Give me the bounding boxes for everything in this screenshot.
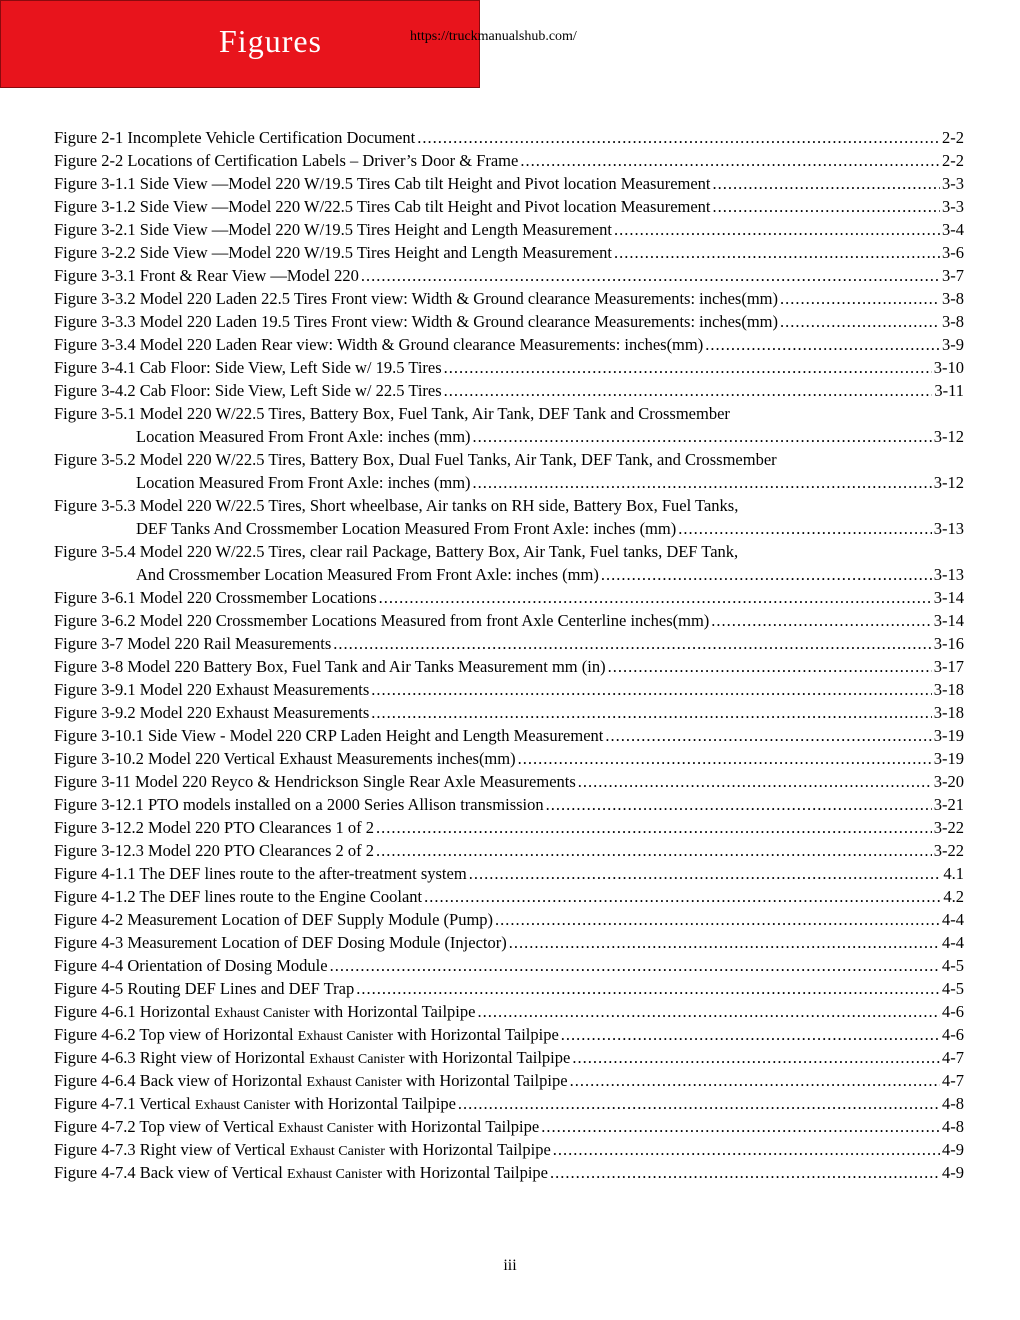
toc-entry-title-part: Figure 3-12.1 PTO models installed on a 2000 Series Allison transmission xyxy=(54,795,544,814)
toc-entry-title-part: Figure 4-4 Orientation of Dosing Module xyxy=(54,956,328,975)
toc-entry[interactable] xyxy=(54,954,964,977)
toc-entry-title xyxy=(54,632,331,655)
toc-entry-title-part: Figure 3-10.1 Side View - Model 220 CRP Laden Height and Length Measurement xyxy=(54,726,604,745)
toc-entry-page: 3-14 xyxy=(933,588,964,607)
toc-entry[interactable] xyxy=(54,770,964,793)
toc-entry-title xyxy=(54,793,544,816)
toc-entry-title xyxy=(54,816,374,839)
dot-leader xyxy=(614,218,940,241)
toc-entry-title-part: with Horizontal Tailpipe xyxy=(290,1094,456,1113)
toc-entry[interactable] xyxy=(54,747,964,770)
toc-entry-title xyxy=(54,379,442,402)
dot-leader xyxy=(376,816,932,839)
toc-entry-title-part: Figure 3-3.3 Model 220 Laden 19.5 Tires Front view: Width & Ground clearance Measurements: inches(mm) xyxy=(54,312,778,331)
toc-entry-title-part: Figure 4-7.4 Back view of Vertical xyxy=(54,1163,287,1182)
dot-leader xyxy=(424,885,941,908)
dot-leader xyxy=(605,724,931,747)
toc-entry-title-part: Exhaust Canister xyxy=(309,1052,405,1067)
toc-entry[interactable] xyxy=(54,908,964,931)
toc-entry-page: 3-6 xyxy=(942,243,964,262)
toc-entry[interactable] xyxy=(54,1161,964,1184)
toc-entry-page: 4.2 xyxy=(943,887,964,906)
toc-entry-title-part: Location Measured From Front Axle: inches (mm) xyxy=(136,427,471,446)
toc-entry-title xyxy=(54,701,369,724)
toc-entry[interactable] xyxy=(54,126,964,149)
source-url[interactable]: https://truckmanualshub.com/ xyxy=(410,29,577,44)
toc-entry-title-part: with Horizontal Tailpipe xyxy=(373,1117,540,1136)
toc-entry-title xyxy=(54,1138,551,1163)
toc-entry-title-part: Exhaust Canister xyxy=(278,1121,374,1136)
toc-entry[interactable] xyxy=(54,494,964,540)
toc-entry-title-part: Figure 3-4.2 Cab Floor: Side View, Left Side w/ 22.5 Tires xyxy=(54,381,442,400)
toc-entry-title-part: Figure 4-7.3 Right view of Vertical xyxy=(54,1140,290,1159)
toc-entry-title-part: Figure 3-4.1 Cab Floor: Side View, Left Side w/ 19.5 Tires xyxy=(54,358,442,377)
toc-entry-page: 3-16 xyxy=(933,634,964,653)
toc-entry-title xyxy=(54,1000,475,1025)
toc-entry-title-part: Figure 3-2.1 Side View —Model 220 W/19.5 Tires Height and Length Measurement xyxy=(54,220,612,239)
toc-entry-title-part: with Horizontal Tailpipe xyxy=(384,1140,551,1159)
toc-entry[interactable] xyxy=(54,241,964,264)
toc-entry-page: 4-5 xyxy=(942,979,964,998)
toc-entry-title-part: with Horizontal Tailpipe xyxy=(309,1002,476,1021)
toc-entry-title-part: Figure 3-3.2 Model 220 Laden 22.5 Tires Front view: Width & Ground clearance Measurements: inches(mm) xyxy=(54,289,778,308)
dot-leader xyxy=(713,172,940,195)
toc-entry-page: 3-8 xyxy=(942,289,964,308)
dot-leader xyxy=(379,586,932,609)
toc-entry-title xyxy=(54,586,377,609)
toc-entry[interactable] xyxy=(54,310,964,333)
toc-entry-title xyxy=(54,195,711,218)
toc-entry-title-part: Figure 2-2 Locations of Certification Labels – Driver’s Door & Frame xyxy=(54,151,519,170)
toc-entry-page: 3-14 xyxy=(933,611,964,630)
toc-entry-title-part: Figure 4-6.1 Horizontal xyxy=(54,1002,215,1021)
toc-entry[interactable] xyxy=(54,333,964,356)
toc-entry-title xyxy=(136,425,471,448)
dot-leader xyxy=(780,287,940,310)
toc-entry[interactable] xyxy=(54,701,964,724)
toc-entry-page: 3-22 xyxy=(933,841,964,860)
toc-entry[interactable] xyxy=(54,540,964,586)
toc-entry-title-part: Figure 3-7 Model 220 Rail Measurements xyxy=(54,634,332,653)
toc-entry-title-part: Figure 3-9.1 Model 220 Exhaust Measurements xyxy=(54,680,370,699)
toc-entry-page: 4-8 xyxy=(942,1094,964,1113)
dot-leader xyxy=(553,1138,940,1161)
toc-entry-title-part: Figure 3-3.1 Front & Rear View —Model 220 xyxy=(54,266,359,285)
toc-entry[interactable] xyxy=(54,287,964,310)
toc-entry[interactable] xyxy=(54,379,964,402)
toc-entry-title xyxy=(54,678,369,701)
toc-entry-title xyxy=(54,609,709,632)
dot-leader xyxy=(614,241,940,264)
dot-leader xyxy=(376,839,932,862)
toc-entry-title xyxy=(54,126,415,149)
dot-leader xyxy=(495,908,940,931)
toc-entry[interactable] xyxy=(54,632,964,655)
toc-entry[interactable] xyxy=(54,1046,964,1069)
dot-leader xyxy=(572,1046,940,1069)
toc-entry-title-part: Figure 3-8 Model 220 Battery Box, Fuel Tank and Air Tanks Measurement mm (in) xyxy=(54,657,606,676)
dot-leader xyxy=(473,425,932,448)
toc-entry-title xyxy=(54,747,516,770)
toc-entry[interactable] xyxy=(54,977,964,1000)
toc-entry-page: 3-19 xyxy=(933,749,964,768)
toc-entry-page: 3-8 xyxy=(942,312,964,331)
dot-leader xyxy=(333,632,932,655)
toc-entry-title-part: Exhaust Canister xyxy=(289,1144,385,1159)
toc-entry-title xyxy=(54,977,354,1000)
toc-entry[interactable] xyxy=(54,1023,964,1046)
dot-leader xyxy=(546,793,932,816)
dot-leader xyxy=(608,655,932,678)
toc-entry[interactable] xyxy=(54,724,964,747)
toc-entry-page: 3-3 xyxy=(942,174,964,193)
toc-entry-title-part: Figure 4-6.2 Top view of Horizontal xyxy=(54,1025,298,1044)
toc-entry-title-part: Exhaust Canister xyxy=(286,1167,383,1182)
dot-leader xyxy=(444,379,933,402)
toc-entry-page: 4-4 xyxy=(942,910,964,929)
dot-leader xyxy=(371,678,931,701)
dot-leader xyxy=(705,333,940,356)
toc-entry-title xyxy=(54,218,612,241)
dot-leader xyxy=(678,517,932,540)
toc-entry-page: 3-11 xyxy=(934,381,964,400)
toc-entry-page: 3-7 xyxy=(942,266,964,285)
dot-leader xyxy=(550,1161,940,1184)
toc-entry-title xyxy=(54,908,493,931)
toc-entry-title-part: Figure 3-6.2 Model 220 Crossmember Locations Measured from front Axle Centerline inches(mm) xyxy=(54,611,710,630)
toc-entry-title xyxy=(54,287,778,310)
dot-leader xyxy=(711,609,931,632)
toc-entry-page: 4-6 xyxy=(942,1002,964,1021)
toc-entry-page: 4.1 xyxy=(943,864,964,883)
dot-leader xyxy=(444,356,932,379)
dot-leader xyxy=(473,471,932,494)
toc-entry-title xyxy=(136,471,471,494)
toc-entry-title-part: Figure 4-7.2 Top view of Vertical xyxy=(54,1117,279,1136)
toc-entry-title-part: with Horizontal Tailpipe xyxy=(392,1025,559,1044)
toc-entry-title-part: Figure 4-6.3 Right view of Horizontal xyxy=(54,1048,310,1067)
toc-entry[interactable] xyxy=(54,218,964,241)
toc-entry-title xyxy=(54,149,518,172)
dot-leader xyxy=(330,954,940,977)
toc-entry-title-part: with Horizontal Tailpipe xyxy=(401,1071,568,1090)
toc-entry-page: 3-19 xyxy=(933,726,964,745)
dot-leader xyxy=(601,563,932,586)
toc-entry-title-part: Exhaust Canister xyxy=(297,1029,393,1044)
figures-header-banner xyxy=(0,0,480,88)
toc-entry-page: 3-4 xyxy=(942,220,964,239)
section-title: Figures xyxy=(219,23,322,59)
toc-entry-title-part: Location Measured From Front Axle: inches (mm) xyxy=(136,473,471,492)
toc-entry[interactable] xyxy=(54,655,964,678)
toc-entry-page: 3-22 xyxy=(933,818,964,837)
toc-entry-page: 3-13 xyxy=(933,565,964,584)
toc-entry-title-part: Exhaust Canister xyxy=(306,1075,402,1090)
toc-entry-title xyxy=(136,563,599,586)
toc-entry-title xyxy=(54,1069,568,1094)
toc-entry-title xyxy=(54,1115,539,1140)
toc-entry-title-part: And Crossmember Location Measured From Front Axle: inches (mm) xyxy=(136,565,599,584)
toc-entry-title xyxy=(54,862,467,885)
dot-leader xyxy=(469,862,942,885)
toc-entry-title-part: Figure 3-9.2 Model 220 Exhaust Measurements xyxy=(54,703,370,722)
dot-leader xyxy=(570,1069,940,1092)
toc-entry-page: 4-9 xyxy=(942,1163,964,1182)
toc-entry[interactable] xyxy=(54,402,964,448)
toc-entry-title-part: Exhaust Canister xyxy=(214,1006,310,1021)
dot-leader xyxy=(356,977,940,1000)
toc-entry-page: 4-9 xyxy=(942,1140,964,1159)
list-of-figures xyxy=(54,126,964,1184)
toc-entry[interactable] xyxy=(54,586,964,609)
toc-entry-page: 4-7 xyxy=(942,1071,964,1090)
toc-entry[interactable] xyxy=(54,448,964,494)
toc-entry-page: 3-9 xyxy=(942,335,964,354)
toc-entry-page: 3-12 xyxy=(933,427,964,446)
toc-entry[interactable] xyxy=(54,793,964,816)
toc-entry-title xyxy=(54,931,507,954)
toc-entry-page: 3-18 xyxy=(933,680,964,699)
dot-leader xyxy=(371,701,931,724)
toc-entry-title-part: Figure 3-1.2 Side View —Model 220 W/22.5 Tires Cab tilt Height and Pivot location Measurement xyxy=(54,197,711,216)
page-number: iii xyxy=(503,1257,517,1274)
toc-entry-title-part: Figure 4-5 Routing DEF Lines and DEF Trap xyxy=(54,979,355,998)
toc-entry[interactable] xyxy=(54,609,964,632)
toc-entry-title-part: Figure 3-12.2 Model 220 PTO Clearances 1 of 2 xyxy=(54,818,375,837)
toc-entry-title xyxy=(54,356,442,379)
toc-entry-title-part: Figure 4-1.1 The DEF lines route to the after-treatment system xyxy=(54,864,467,883)
toc-entry-title-part: Exhaust Canister xyxy=(194,1098,291,1113)
toc-entry-title-lead: Figure 3-5.3 Model 220 W/22.5 Tires, Short wheelbase, Air tanks on RH side, Battery Box, Fuel Tanks, xyxy=(54,496,739,515)
toc-entry-title-part: Figure 4-2 Measurement Location of DEF Supply Module (Pump) xyxy=(54,910,494,929)
toc-entry-title xyxy=(54,839,374,862)
toc-entry-page: 3-3 xyxy=(942,197,964,216)
dot-leader xyxy=(561,1023,940,1046)
toc-entry-title xyxy=(54,1092,456,1117)
toc-entry-title-part: Figure 3-3.4 Model 220 Laden Rear view: Width & Ground clearance Measurements: inches(mm) xyxy=(54,335,704,354)
toc-entry-title xyxy=(54,1046,570,1071)
toc-entry[interactable] xyxy=(54,862,964,885)
dot-leader xyxy=(780,310,940,333)
toc-entry-title xyxy=(54,885,422,908)
toc-entry-title-part: Figure 4-1.2 The DEF lines route to the Engine Coolant xyxy=(54,887,423,906)
dot-leader xyxy=(509,931,940,954)
toc-entry[interactable] xyxy=(54,195,964,218)
toc-entry-title-lead: Figure 3-5.2 Model 220 W/22.5 Tires, Battery Box, Dual Fuel Tanks, Air Tank, DEF Tank, and Crossmember xyxy=(54,450,777,469)
toc-entry-page: 3-17 xyxy=(933,657,964,676)
toc-entry-page: 4-5 xyxy=(942,956,964,975)
toc-entry-title xyxy=(54,1023,559,1048)
toc-entry[interactable] xyxy=(54,1115,964,1138)
toc-entry-page: 3-12 xyxy=(933,473,964,492)
toc-entry-page: 3-21 xyxy=(933,795,964,814)
toc-entry[interactable] xyxy=(54,1069,964,1092)
dot-leader xyxy=(477,1000,940,1023)
toc-entry-title-part: Figure 3-10.2 Model 220 Vertical Exhaust Measurements inches(mm) xyxy=(54,749,516,768)
dot-leader xyxy=(520,149,940,172)
toc-entry-page: 2-2 xyxy=(942,151,964,170)
dot-leader xyxy=(417,126,940,149)
toc-entry-page: 2-2 xyxy=(942,128,964,147)
toc-entry[interactable] xyxy=(54,816,964,839)
toc-entry-title xyxy=(54,724,603,747)
toc-entry[interactable] xyxy=(54,149,964,172)
dot-leader xyxy=(518,747,932,770)
toc-entry-title-part: Figure 3-11 Model 220 Reyco & Hendrickson Single Rear Axle Measurements xyxy=(54,772,576,791)
toc-entry-title xyxy=(54,770,576,793)
toc-entry[interactable] xyxy=(54,356,964,379)
toc-entry-title-part: Figure 3-1.1 Side View —Model 220 W/19.5 Tires Cab tilt Height and Pivot location Measurement xyxy=(54,174,711,193)
toc-entry[interactable] xyxy=(54,1138,964,1161)
toc-entry-title xyxy=(54,333,703,356)
toc-entry-page: 4-4 xyxy=(942,933,964,952)
toc-entry[interactable] xyxy=(54,839,964,862)
toc-entry-page: 4-7 xyxy=(942,1048,964,1067)
toc-entry-page: 4-8 xyxy=(942,1117,964,1136)
toc-entry[interactable] xyxy=(54,885,964,908)
toc-entry-title xyxy=(136,517,676,540)
toc-entry-title xyxy=(54,241,612,264)
dot-leader xyxy=(578,770,932,793)
toc-entry[interactable] xyxy=(54,1092,964,1115)
dot-leader xyxy=(713,195,940,218)
toc-entry-title xyxy=(54,655,606,678)
toc-entry-title-part: DEF Tanks And Crossmember Location Measured From Front Axle: inches (mm) xyxy=(136,519,677,538)
toc-entry-page: 3-13 xyxy=(933,519,964,538)
dot-leader xyxy=(458,1092,940,1115)
toc-entry-title-lead: Figure 3-5.1 Model 220 W/22.5 Tires, Battery Box, Fuel Tank, Air Tank, DEF Tank and Crossmember xyxy=(54,404,730,423)
toc-entry[interactable] xyxy=(54,678,964,701)
toc-entry-title-part: Figure 3-6.1 Model 220 Crossmember Locations xyxy=(54,588,377,607)
toc-entry[interactable] xyxy=(54,1000,964,1023)
toc-entry-page: 3-18 xyxy=(933,703,964,722)
toc-entry-page: 4-6 xyxy=(942,1025,964,1044)
toc-entry-title-lead: Figure 3-5.4 Model 220 W/22.5 Tires, clear rail Package, Battery Box, Air Tank, Fuel tanks, DEF Tank, xyxy=(54,542,739,561)
toc-entry-title-part: Figure 4-6.4 Back view of Horizontal xyxy=(54,1071,307,1090)
toc-entry[interactable] xyxy=(54,264,964,287)
toc-entry-title-part: Figure 4-7.1 Vertical xyxy=(54,1094,195,1113)
toc-entry-title xyxy=(54,1161,548,1186)
toc-entry-title-part: Figure 3-2.2 Side View —Model 220 W/19.5 Tires Height and Length Measurement xyxy=(54,243,612,262)
toc-entry-title-part: Figure 4-3 Measurement Location of DEF Dosing Module (Injector) xyxy=(54,933,507,952)
toc-entry-title-part: with Horizontal Tailpipe xyxy=(404,1048,571,1067)
toc-entry-title xyxy=(54,310,778,333)
toc-entry-title-part: Figure 3-12.3 Model 220 PTO Clearances 2 of 2 xyxy=(54,841,375,860)
toc-entry[interactable] xyxy=(54,172,964,195)
toc-entry-title xyxy=(54,172,711,195)
toc-entry-title-part: with Horizontal Tailpipe xyxy=(382,1163,549,1182)
toc-entry[interactable] xyxy=(54,931,964,954)
toc-entry-title xyxy=(54,954,328,977)
dot-leader xyxy=(541,1115,940,1138)
toc-entry-title xyxy=(54,264,359,287)
toc-entry-title-part: Figure 2-1 Incomplete Vehicle Certification Document xyxy=(54,128,416,147)
dot-leader xyxy=(361,264,940,287)
toc-entry-page: 3-20 xyxy=(933,772,964,791)
toc-entry-page: 3-10 xyxy=(933,358,964,377)
